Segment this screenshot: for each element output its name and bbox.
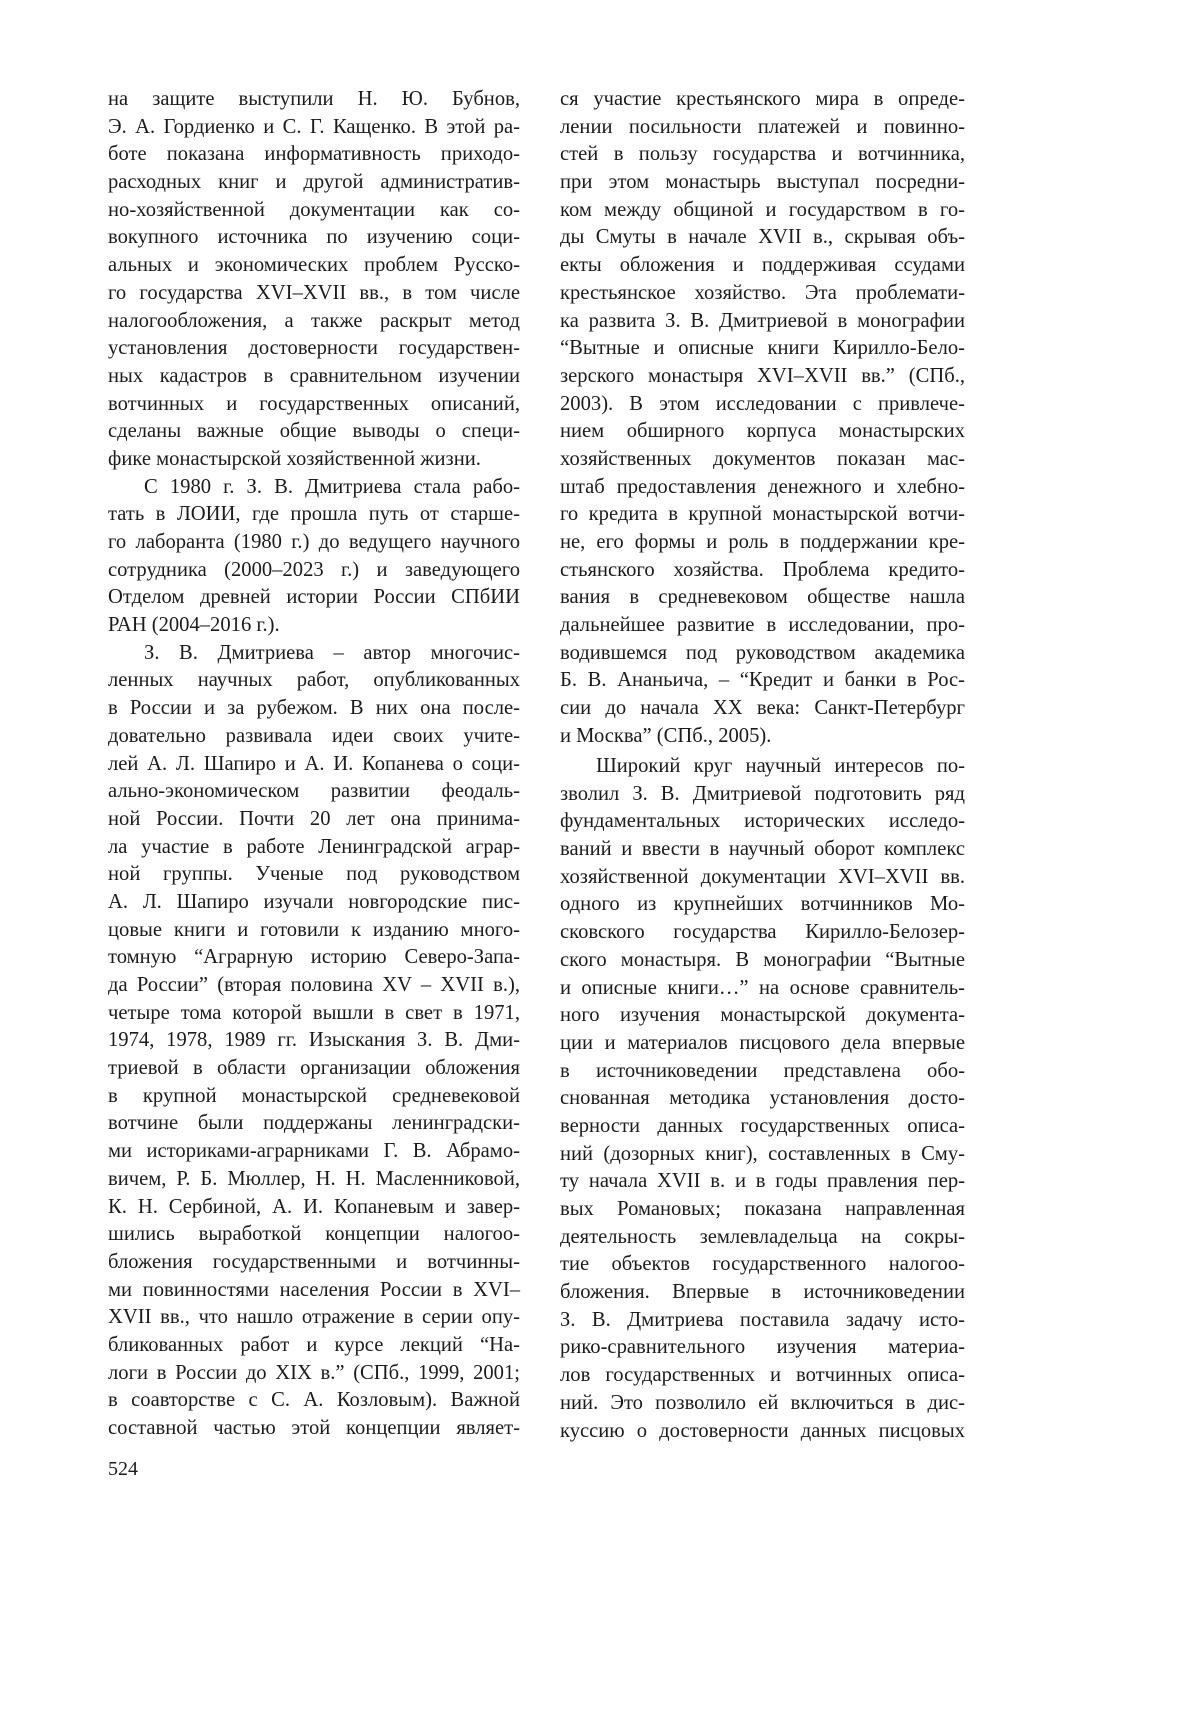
- left-text-column: [108, 86, 520, 1443]
- text-line: не, его формы и роль в поддержании кре-: [560, 531, 965, 553]
- text-line: снованная методика установления досто-: [560, 1087, 965, 1110]
- text-line: составной частью этой концепции являет-: [108, 1417, 520, 1439]
- text-line: верности данных государственных описа-: [560, 1114, 965, 1137]
- text-line: ний (дозорных книг), составленных в Сму-: [560, 1142, 965, 1165]
- text-line: Широкий круг научный интересов по-: [596, 755, 965, 777]
- text-line: ально-экономическом развитии феодаль-: [108, 780, 520, 803]
- text-line: ной группы. Ученые под руководством: [108, 863, 520, 886]
- text-line: З. В. Дмитриева – автор многочис-: [144, 641, 520, 664]
- text-line: но-хозяйственной документации как со-: [108, 198, 520, 221]
- text-line: сделаны важные общие выводы о специ-: [108, 420, 520, 443]
- text-line: крестьянское хозяйство. Эта проблемати-: [560, 281, 965, 304]
- text-line: Отделом древней истории России СПбИИ: [108, 586, 520, 609]
- text-line: триевой в области организации обложения: [108, 1057, 520, 1080]
- paragraph: [560, 753, 965, 1445]
- paragraph: [560, 86, 965, 751]
- text-line: ком между общиной и государством в го-: [560, 198, 965, 221]
- text-line: З. В. Дмитриева поставила задачу исто-: [560, 1308, 965, 1331]
- text-line: го лаборанта (1980 г.) до ведущего научного: [108, 531, 520, 553]
- text-line: фундаментальных исторических исследо-: [560, 810, 965, 833]
- text-line: одного из крупнейших вотчинников Мо-: [560, 893, 965, 916]
- text-line: хозяйственных документов показан мас-: [560, 447, 965, 470]
- text-line: зволил З. В. Дмитриевой подготовить ряд: [560, 782, 965, 805]
- text-line: установления достоверности государствен-: [108, 337, 520, 360]
- text-line: водившемся под руководством академика: [560, 641, 965, 664]
- text-line: бликованных работ и курсе лекций “На-: [108, 1333, 520, 1356]
- text-line: ми повинностями населения России в XVI–: [108, 1278, 520, 1301]
- text-line: в России и за рубежом. В них она после-: [108, 697, 520, 720]
- text-line: бложения. Впервые в источниковедении: [560, 1281, 965, 1304]
- text-line: цовые книги и готовили к изданию много-: [108, 918, 520, 941]
- text-line: сотрудника (2000–2023 г.) и заведующего: [108, 558, 520, 581]
- paragraph: [108, 640, 520, 1443]
- text-line: лов государственных и вотчинных описа-: [560, 1364, 965, 1387]
- text-line: Э. А. Гордиенко и С. Г. Кащенко. В этой ра-: [108, 115, 520, 138]
- text-line: логи в России до XIX в.” (СПб., 1999, 2001;: [108, 1361, 520, 1384]
- text-line: ского монастыря. В монографии “Вытные: [560, 948, 965, 971]
- text-line: РАН (2004–2016 г.).: [108, 614, 280, 637]
- text-line: Б. В. Ананьича, – “Кредит и банки в Рос-: [560, 669, 965, 692]
- text-line: вания в средневековом обществе нашла: [560, 586, 965, 609]
- paragraph: [108, 474, 520, 640]
- text-line: да России” (вторая половина XV – XVII в.),: [108, 974, 520, 996]
- text-line: хозяйственной документации XVI–XVII вв.: [560, 865, 965, 888]
- text-line: расходных книг и другой административ-: [108, 171, 520, 194]
- text-line: С 1980 г. З. В. Дмитриева стала рабо-: [144, 475, 520, 498]
- text-line: го кредита в крупной монастырской вотчи-: [560, 503, 965, 526]
- text-line: вых Романовых; показана направленная: [560, 1198, 965, 1220]
- text-line: стей в пользу государства и вотчинника,: [560, 143, 965, 166]
- text-line: вотчине были поддержаны ленинградски-: [108, 1112, 520, 1135]
- text-line: на защите выступили Н. Ю. Бубнов,: [108, 88, 520, 110]
- text-line: екты обложения и поддерживая ссудами: [560, 254, 965, 277]
- text-line: томную “Аграрную историю Северо-Запа-: [108, 946, 520, 969]
- text-line: вичем, Р. Б. Мюллер, Н. Н. Масленниковой,: [108, 1167, 520, 1190]
- text-line: XVII вв., что нашло отражение в серии опу-: [108, 1306, 520, 1329]
- text-line: стьянского хозяйства. Проблема кредито-: [560, 558, 965, 581]
- text-line: ла участие в работе Ленинградской аграр-: [108, 835, 520, 858]
- text-line: 2003). В этом исследовании с привлече-: [560, 392, 965, 415]
- text-line: фике монастырской хозяйственной жизни.: [108, 447, 481, 470]
- text-line: К. Н. Сербиной, А. И. Копаневым и завер-: [108, 1195, 520, 1218]
- text-line: зерского монастыря XVI–XVII вв.” (СПб.,: [560, 364, 965, 387]
- text-line: деятельность землевладельца на сокры-: [560, 1225, 965, 1248]
- text-line: ной России. Почти 20 лет она принима-: [108, 807, 520, 830]
- paragraph: [108, 86, 520, 474]
- text-line: 1974, 1978, 1989 гг. Изыскания З. В. Дми-: [108, 1029, 520, 1052]
- text-line: бложения государственными и вотчинны-: [108, 1250, 520, 1273]
- text-line: тие объектов государственного налогоо-: [560, 1253, 965, 1276]
- text-line: ных кадастров в сравнительном изучении: [108, 364, 520, 387]
- text-line: сии до начала XX века: Санкт-Петербург: [560, 697, 965, 720]
- text-line: ся участие крестьянского мира в опреде-: [560, 88, 965, 110]
- text-line: четыре тома которой вышли в свет в 1971,: [108, 1001, 520, 1024]
- text-line: и описные книги…” на основе сравнитель-: [560, 976, 965, 999]
- text-line: ту начала XVII в. и в годы правления пер-: [560, 1170, 965, 1193]
- text-line: в соавторстве с С. А. Козловым). Важной: [108, 1389, 520, 1412]
- text-line: сковского государства Кирилло-Белозер-: [560, 921, 965, 944]
- text-line: довательно развивала идеи своих учите-: [108, 724, 520, 747]
- text-line: ваний и ввести в научный оборот комплекс: [560, 838, 965, 861]
- text-line: ка развита З. В. Дмитриевой в монографии: [560, 309, 965, 332]
- text-line: при этом монастырь выступал посредни-: [560, 171, 965, 194]
- text-line: го государства XVI–XVII вв., в том числе: [108, 281, 520, 304]
- text-line: ды Смуты в начале XVII в., скрывая объ-: [560, 226, 965, 249]
- text-line: А. Л. Шапиро изучали новгородские пис-: [108, 890, 520, 913]
- text-line: “Вытные и описные книги Кирилло-Бело-: [560, 337, 965, 360]
- text-line: лении посильности платежей и повинно-: [560, 115, 965, 138]
- page-number: 524: [108, 1458, 138, 1480]
- right-text-column: [560, 86, 965, 1445]
- text-line: ми историками-аграрниками Г. В. Абрамо-: [108, 1140, 520, 1163]
- text-line: боте показана информативность приходо-: [108, 143, 520, 166]
- text-line: нием обширного корпуса монастырских: [560, 420, 965, 443]
- text-line: ний. Это позволило ей включиться в дис-: [560, 1391, 965, 1414]
- text-line: альных и экономических проблем Русско-: [108, 254, 520, 277]
- text-line: ленных научных работ, опубликованных: [108, 669, 520, 692]
- text-line: штаб предоставления денежного и хлебно-: [560, 475, 965, 498]
- text-line: куссию о достоверности данных писцовых: [560, 1419, 965, 1442]
- text-line: в крупной монастырской средневековой: [108, 1084, 520, 1107]
- text-line: и Москва” (СПб., 2005).: [560, 724, 772, 747]
- text-line: тать в ЛОИИ, где прошла путь от старше-: [108, 503, 520, 526]
- text-line: вотчинных и государственных описаний,: [108, 392, 520, 415]
- text-line: лей А. Л. Шапиро и А. И. Копанева о соци-: [108, 752, 520, 775]
- text-line: ции и материалов писцового дела впервые: [560, 1031, 965, 1054]
- text-line: вокупного источника по изучению соци-: [108, 226, 520, 249]
- text-line: шились выработкой концепции налогоо-: [108, 1223, 520, 1246]
- text-line: дальнейшее развитие в исследовании, про-: [560, 614, 965, 637]
- text-line: ного изучения монастырской документа-: [560, 1004, 965, 1027]
- text-line: рико-сравнительного изучения материа-: [560, 1336, 965, 1359]
- text-line: налогообложения, а также раскрыт метод: [108, 309, 520, 332]
- text-line: в источниковедении представлена обо-: [560, 1059, 965, 1082]
